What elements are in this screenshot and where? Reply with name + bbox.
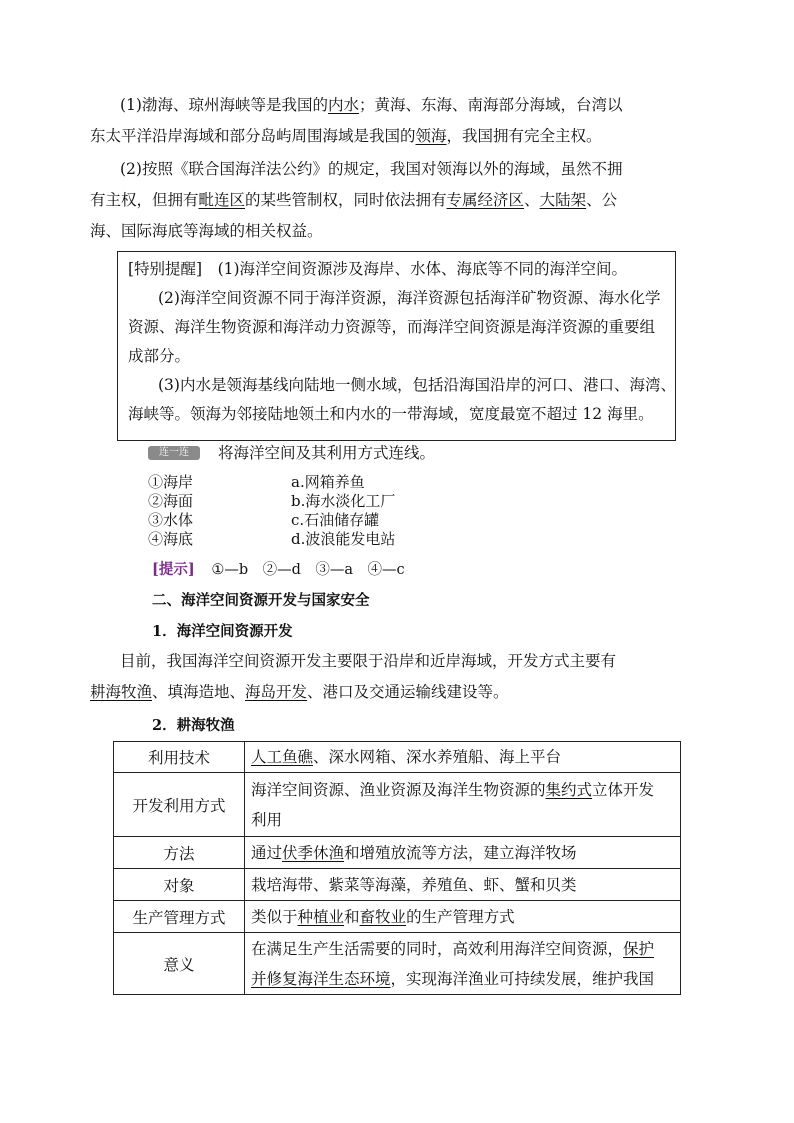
term-planting: 种植业 [297,907,345,926]
reminder-line: 成部分。 [128,347,191,365]
term-ocean-farming: 耕海牧渔 [90,683,153,701]
text: 在满足生产生活需要的同时，高效利用海洋空间资源， [251,939,624,958]
row-value: 栽培海带、紫菜等海藻，养殖鱼、虾、蟹和贝类 [245,869,681,901]
match-right-b: b.海水淡化工厂 [291,492,396,510]
match-right-c: c.石油储存罐 [291,511,380,529]
text: 有主权，但拥有 [90,191,199,209]
text: ，我国拥有完全主权。 [446,127,602,145]
table-row [114,742,681,773]
table-row [114,869,681,901]
term-artificial-reef: 人工鱼礁 [251,748,314,766]
text: 立体开发 [592,780,655,799]
text: 和 [344,907,360,926]
row-key: 对象 [114,869,245,901]
text: ；黄海、东海、南海部分海域，台湾以 [358,96,623,114]
lian-yi-lian-badge: 连一连 [148,446,200,460]
term-eez: 专属经济区 [446,191,525,209]
match-right-d: d.波浪能发电站 [291,530,396,548]
text-line: 海、国际海底等海域的相关权益。 [90,222,323,240]
reminder-line: 海峡等。领海为邻接陆地领土和内水的一带海域，宽度最宽不超过 12 海里。 [128,405,654,423]
text: 和增殖放流等方法，建立海洋牧场 [344,843,577,862]
term-continental-shelf: 大陆架 [539,191,587,209]
term-restore-ecology: 并修复海洋生态环境 [251,969,391,988]
row-value [245,901,681,933]
text: (1)渤海、琼州海峡等是我国的 [120,96,328,114]
text: 、 [524,191,540,209]
text: ，实现海洋渔业可持续发展，维护我国 [390,969,655,988]
hint-answer: ①—b ②—d ③—a ④—c [211,562,405,578]
text-line [90,185,680,216]
row-value [245,933,681,995]
row-value [245,837,681,869]
table-row [114,773,681,837]
table-row [114,901,681,933]
text-line [120,90,680,121]
match-left-2: ②海面 [148,492,194,510]
text: 的某些管制权，同时依法拥有 [245,191,447,209]
text: 的生产管理方式 [406,907,515,926]
subsection-heading-2: 2．耕海牧渔 [152,717,235,734]
text-line [90,121,680,152]
term-territorial-sea: 领海 [415,127,447,145]
matching-instruction: 将海洋空间及其利用方式连线。 [218,444,436,462]
text: 、深水网箱、深水养殖船、海上平台 [313,748,562,766]
reminder-line: 资源、海洋生物资源和海洋动力资源等，而海洋空间资源是海洋资源的重要组 [128,318,656,336]
paragraph-development [90,646,680,708]
section-heading: 二、海洋空间资源开发与国家安全 [152,592,370,609]
row-key: 方法 [114,837,245,869]
row-key: 生产管理方式 [114,901,245,933]
match-right-a: a.网箱养鱼 [291,473,365,491]
text: 东太平洋沿岸海域和部分岛屿周围海域是我国的 [90,127,416,145]
special-reminder-box [117,251,676,441]
reminder-line: (2)海洋空间资源不同于海洋资源，海洋资源包括海洋矿物资源、海水化学 [158,289,661,307]
text: 利用 [251,810,283,829]
row-value [245,773,681,837]
subsection-heading-1: 1．海洋空间资源开发 [152,623,293,640]
term-intensive: 集约式 [545,780,593,799]
ocean-farming-table [113,741,681,995]
term-contiguous-zone: 毗连区 [198,191,246,209]
term-summer-fishing-moratorium: 伏季休渔 [282,843,345,862]
reminder-line: [特别提醒] (1)海洋空间资源涉及海岸、水体、海底等不同的海洋空间。 [128,260,628,278]
hint-line [152,558,405,579]
text: 类似于 [251,907,298,926]
text-line [90,677,680,708]
text: 、港口及交通运输线建设等。 [307,683,509,701]
match-left-4: ④海底 [148,530,194,548]
term-island-development: 海岛开发 [245,683,308,701]
table-row [114,837,681,869]
text: 海洋空间资源、渔业资源及海洋生物资源的 [251,780,546,799]
text: 、公 [586,191,618,209]
text-line: (2)按照《联合国海洋法公约》的规定，我国对领海以外的海域，虽然不拥 [120,160,623,178]
row-key: 意义 [114,933,245,995]
term-inner-waters: 内水 [327,96,359,114]
reminder-line: (3)内水是领海基线向陆地一侧水域，包括沿海国沿岸的河口、港口、海湾、 [158,376,676,394]
term-protect: 保护 [623,939,655,958]
hint-tag: [提示] [152,561,195,578]
paragraph-inner-waters [90,90,680,152]
term-animal-husbandry: 畜牧业 [359,907,407,926]
row-key: 利用技术 [114,742,245,773]
table-row [114,933,681,995]
text-line: 目前，我国海洋空间资源开发主要限于沿岸和近岸海域，开发方式主要有 [120,652,617,670]
text: 通过 [251,843,283,862]
row-value [245,742,681,773]
match-left-1: ①海岸 [148,473,194,491]
text: 、填海造地、 [152,683,246,701]
match-left-3: ③水体 [148,511,194,529]
paragraph-unclos [90,154,680,247]
row-key: 开发利用方式 [114,773,245,837]
